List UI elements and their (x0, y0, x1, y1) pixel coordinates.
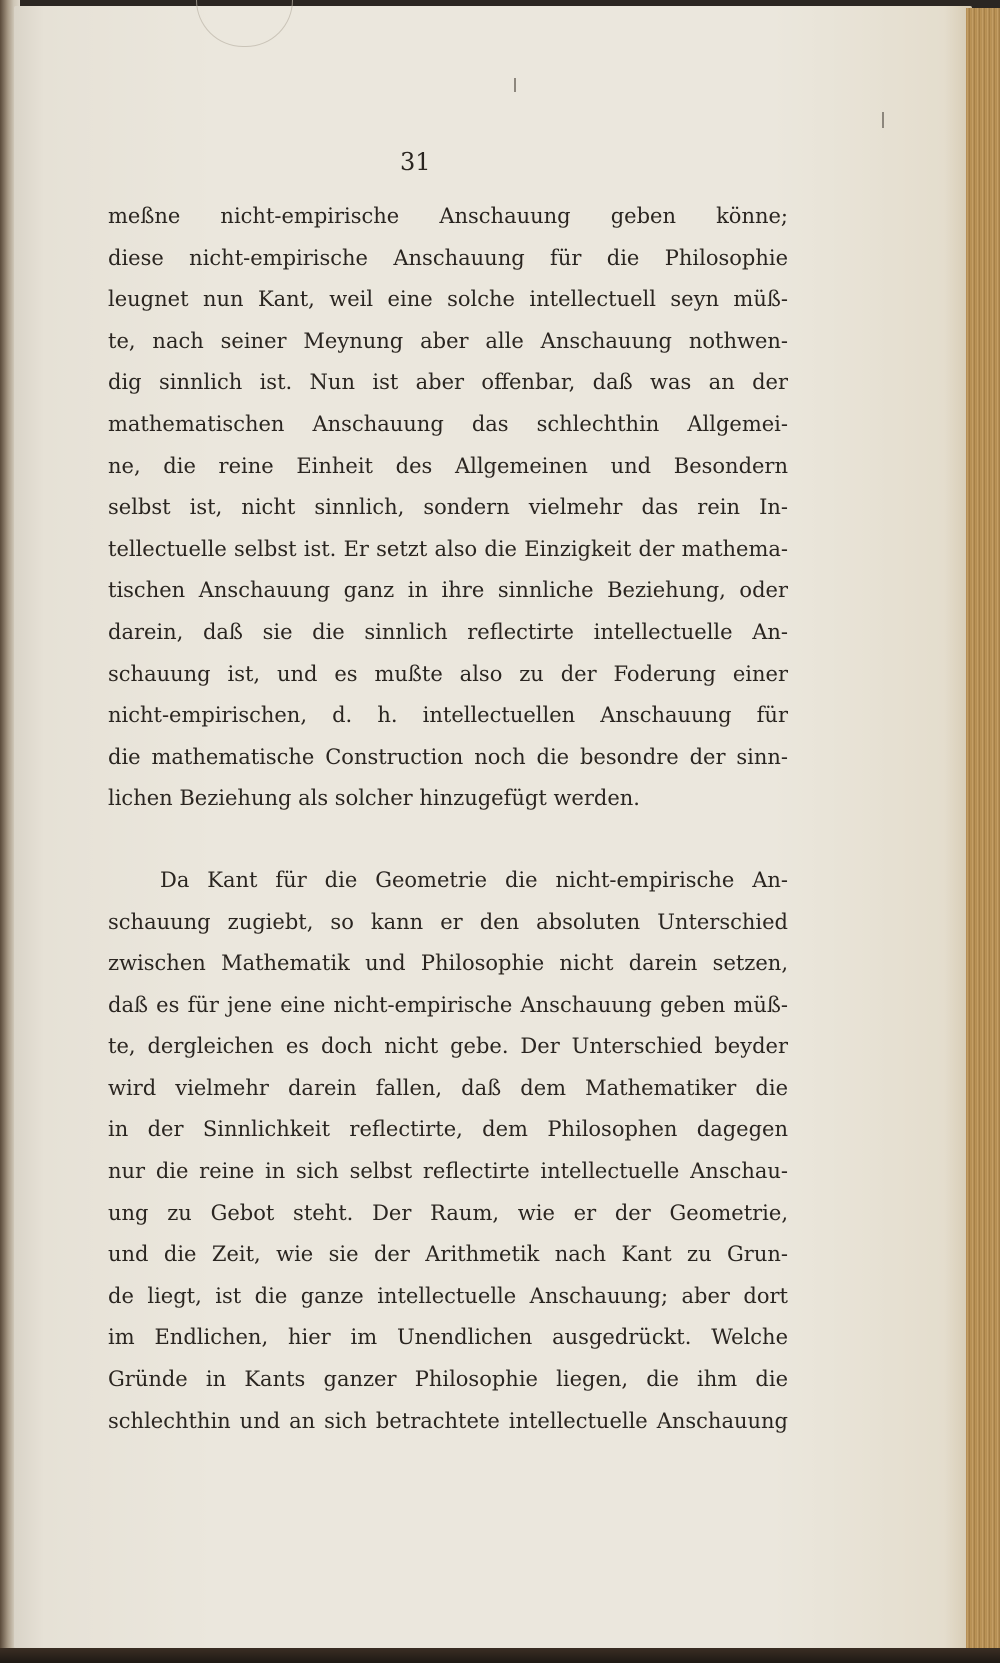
text-line: dig sinnlich ist. Nun ist aber offenbar, daß was an der (108, 370, 788, 395)
text-line: schauung ist, und es mußte also zu der Foderung einer (108, 661, 788, 686)
text-line: ne, die reine Einheit des Allgemeinen und Besondern (108, 453, 788, 478)
bottom-shadow (0, 1648, 1000, 1663)
body-text (108, 196, 788, 1442)
text-line: ung zu Gebot steht. Der Raum, wie er der Geometrie, (108, 1200, 788, 1225)
page-edges (966, 8, 1000, 1648)
text-line: te, dergleichen es doch nicht gebe. Der Unterschied beyder (108, 1034, 788, 1059)
text-line: im Endlichen, hier im Unendlichen ausgedrückt. Welche (108, 1325, 788, 1350)
text-line: nur die reine in sich selbst reflectirte intellectuelle Anschau- (108, 1159, 788, 1184)
text-line: in der Sinnlichkeit reflectirte, dem Philosophen dagegen (108, 1117, 788, 1142)
text-line: de liegt, ist die ganze intellectuelle Anschauung; aber dort (108, 1283, 788, 1308)
text-line: Gründe in Kants ganzer Philosophie liegen, die ihm die (108, 1367, 788, 1392)
text-line: nicht-empirischen, d. h. intellectuellen Anschauung für (108, 703, 788, 728)
page-number: 31 (400, 148, 431, 176)
text-line: darein, daß sie die sinnlich reflectirte intellectuelle An- (108, 619, 788, 644)
text-line: und die Zeit, wie sie der Arithmetik nach Kant zu Grun- (108, 1242, 788, 1267)
text-line: te, nach seiner Meynung aber alle Anschauung nothwen- (108, 328, 788, 353)
text-line: tellectuelle selbst ist. Er setzt also die Einzigkeit der mathema- (108, 536, 788, 561)
text-line: diese nicht-empirische Anschauung für die Philosophie (108, 245, 788, 270)
text-line: schlechthin und an sich betrachtete intellectuelle Anschauung (108, 1408, 788, 1433)
paper-speck (514, 78, 516, 92)
text-line: schauung zugiebt, so kann er den absoluten Unterschied (108, 909, 788, 934)
text-line: Da Kant für die Geometrie die nicht-empirische An- (160, 867, 788, 892)
text-line: zwischen Mathematik und Philosophie nicht darein setzen, (108, 951, 788, 976)
paper-speck (882, 112, 884, 128)
text-line: daß es für jene eine nicht-empirische Anschauung geben müß- (108, 992, 788, 1017)
paragraph-gap (108, 820, 788, 860)
text-line: selbst ist, nicht sinnlich, sondern vielmehr das rein In- (108, 495, 788, 520)
text-line: mathematischen Anschauung das schlechthin Allgemei- (108, 411, 788, 436)
paragraph (108, 860, 788, 1442)
text-line: wird vielmehr darein fallen, daß dem Mathematiker die (108, 1075, 788, 1100)
text-line: meßne nicht-empirische Anschauung geben könne; (108, 204, 788, 228)
text-line: lichen Beziehung als solcher hinzugefügt werden. (108, 786, 640, 811)
text-line: die mathematische Construction noch die besondre der sinn- (108, 744, 788, 769)
text-line: tischen Anschauung ganz in ihre sinnliche Beziehung, oder (108, 578, 788, 603)
paragraph (108, 196, 788, 820)
text-line: leugnet nun Kant, weil eine solche intellectuell seyn müß- (108, 287, 788, 312)
